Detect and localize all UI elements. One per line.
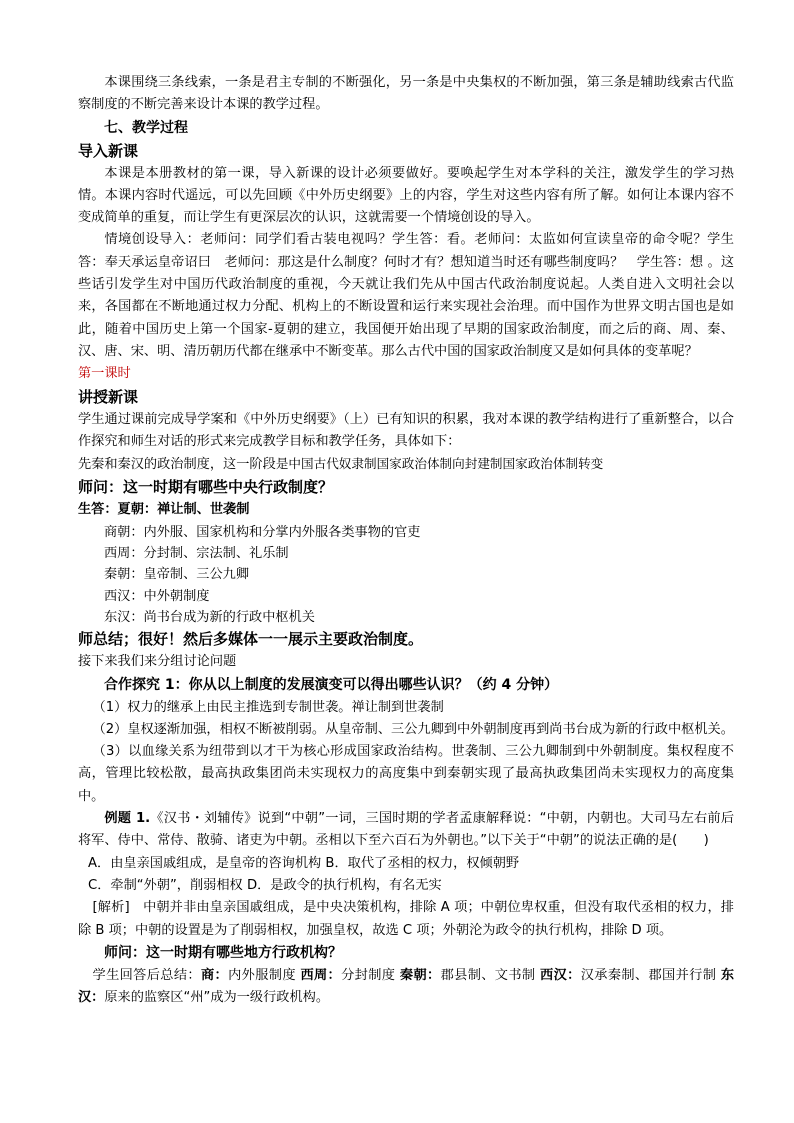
final-key: 商： xyxy=(200,967,229,983)
answer-lead-text: 生答：夏朝：禅让制、世袭制 xyxy=(78,502,250,518)
answer-list xyxy=(78,522,734,628)
coop-point: （1）权力的继承上由民主推选到专制世袭。禅让制到世袭制 xyxy=(92,699,444,715)
group-line: 接下来我们来分组讨论问题 xyxy=(78,654,237,670)
example-text: 《汉书・刘辅传》说到“中朝”一词，三国时期的学者孟康解释说：“中朝，内朝也。大司马左右前后将军、侍中、常侍、散骑、诸吏为中朝。丞相以下至六百石为外朝也。”以下关于“中朝”的说法正确的是( ) xyxy=(78,811,735,849)
answer-lead xyxy=(78,499,734,521)
final-val: 分封制度 xyxy=(341,967,400,983)
stage-line xyxy=(78,453,734,476)
option-cd: C．牵制“外朝”，削弱相权 D．是政令的执行机构，有名无实 xyxy=(88,877,442,893)
coop-point: （2）皇权逐渐加强，相权不断被削弱。从皇帝制、三公九卿到中外朝制度再到尚书台成为新的行政中枢机关。 xyxy=(92,721,734,737)
example-label: 例题 1. xyxy=(104,811,151,827)
answer-item: 东汉：尚书台成为新的行政中枢机关 xyxy=(104,609,315,625)
coop-title: 合作探究 1：你从以上制度的发展演变可以得出哪些认识？（约 4 分钟） xyxy=(104,676,559,693)
intro-paragraph: 本课围绕三条线索，一条是君主专制的不断强化，另一条是中央集权的不断加强，第三条是辅助线索古代监察制度的不断完善来设计本课的教学过程。 xyxy=(78,75,734,113)
final-key: 西汉： xyxy=(540,967,581,983)
lead-in-title: 导入新课 xyxy=(78,141,139,160)
scene-paragraph: 情境创设导入：老师问：同学们看古装电视吗？学生答：看。老师问：太监如何宣读皇帝的命令呢？学生答：奉天承运皇帝诏曰 老师问：那这是什么制度？何时才有？想知道当时还有哪些制度吗？ 学生答：想 。这些话引发学生对中国历代政治制度的重视，今天就让我们先从中国古代政治制度说起。人类自进入文明社会以来，各国都在不断地通过权力分配、机构上的不断设置和运行来实现社会治理。而中国作为世界文明古国也是如此，随着中国历史上第一个国家-夏朝的建立，我国便开始出现了早期的国家政治制度，而之后的商、周、秦、汉、唐、宋、明、清历朝历代都在继承中不断变革。那么古代中国的国家政治制度又是如何具体的变革呢？ xyxy=(78,232,734,359)
final-summary xyxy=(78,965,734,1010)
final-key: 秦朝： xyxy=(399,967,441,983)
lead-in-paragraph: 本课是本册教材的第一课，导入新课的设计必须要做好。要唤起学生对本学科的关注，激发学生的学习热情。本课内容时代遥远，可以先回顾《中外历史纲要》上的内容，学生对这些内容有所了解。如何让本课内容不变成简单的重复，而让学生有更深层次的认识，这就需要一个情境创设的导入。 xyxy=(78,165,734,226)
final-key: 东汉： xyxy=(78,967,735,1006)
final-key: 西周： xyxy=(300,967,342,983)
teach-paragraph: 学生通过课前完成导学案和《中外历史纲要》（上）已有知识的积累，我对本课的教学结构进行了重新整合，以合作探究和师生对话的形式来完成教学目标和教学任务，具体如下： xyxy=(78,411,734,449)
lesson-1-label: 第一课时 xyxy=(78,366,131,382)
final-val: 原来的监察区“州”成为一级行政机构。 xyxy=(104,990,330,1006)
final-lead: 学生回答后总结： xyxy=(92,967,201,983)
answer-item: 秦朝：皇帝制、三公九卿 xyxy=(104,567,250,583)
answer-item: 商朝：内外服、国家机构和分掌内外服各类事物的官吏 xyxy=(104,524,421,540)
stage-line-a: 先秦和秦汉的政治制度，这一阶段 xyxy=(78,457,276,473)
section-7-title: 七、教学过程 xyxy=(104,119,188,136)
question-2: 师问：这一时期有哪些地方行政机构？ xyxy=(104,944,342,961)
final-val: 郡县制、文书制 xyxy=(440,967,541,983)
answer-item: 西汉：中外朝制度 xyxy=(104,588,210,604)
example-1 xyxy=(78,808,734,853)
option-ab: A．由皇亲国戚组成，是皇帝的咨询机构 B．取代了丞相的权力，权倾朝野 xyxy=(88,855,520,871)
coop-point: （3）以血缘关系为纽带到以才干为核心形成国家政治结构。世袭制、三公九卿制到中外朝制度。集权程度不高，管理比较松散，最高执政集团尚未实现权力的高度集中到秦朝实现了最高执政集团尚未实现权力的高度集中。 xyxy=(78,744,734,804)
teach-title: 讲授新课 xyxy=(78,387,139,406)
final-val: 内外服制度 xyxy=(228,967,301,983)
answer-item: 西周：分封制、宗法制、礼乐制 xyxy=(104,546,289,562)
teacher-summary: 师总结；很好！然后多媒体一一展示主要政治制度。 xyxy=(78,630,424,649)
analysis: [解析] 中朝并非由皇亲国戚组成，是中央决策机构，排除 A 项；中朝位卑权重，但没有取代丞相的权力，排除 B 项；中朝的设置是为了削弱相权，加强皇权，故选 C 项；外朝沦为政令的执行机构，排除 D 项。 xyxy=(78,900,734,938)
final-val: 汉承秦制、郡国并行制 xyxy=(580,967,721,983)
stage-line-b: 是中国古代奴隶制国家政治体制向封建制国家政治体制转变 xyxy=(275,456,604,472)
question-1: 师问：这一时期有哪些中央行政制度？ xyxy=(78,478,334,497)
